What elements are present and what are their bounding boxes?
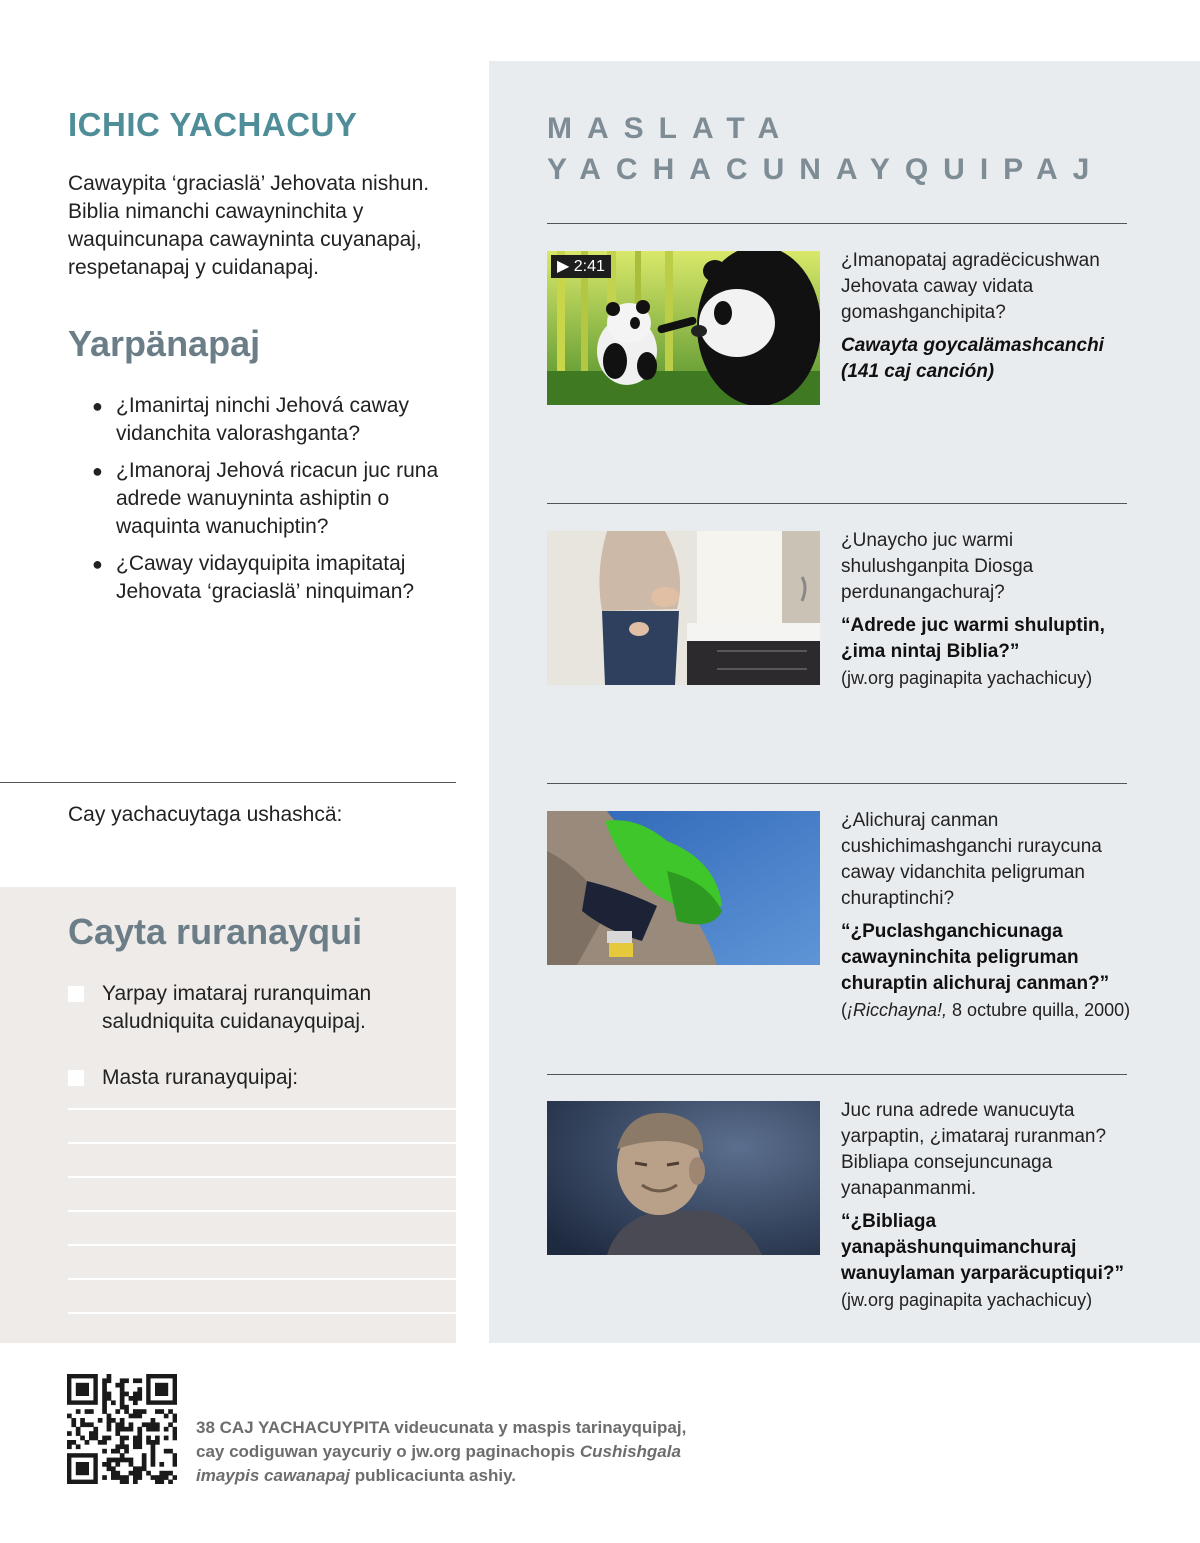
- checkbox[interactable]: [68, 1070, 84, 1086]
- resource-title[interactable]: Cawayta goycalämashcanchi (141 caj canción): [841, 335, 1104, 382]
- writing-line[interactable]: [68, 1108, 456, 1110]
- resource-source: (jw.org paginapita yachachicuy): [841, 668, 1093, 688]
- play-icon: ▶: [557, 258, 570, 275]
- article-thumbnail[interactable]: [547, 531, 820, 685]
- further-study-heading: MASLATA YACHACUNAYQUIPAJ: [547, 112, 1105, 186]
- homework-heading: Cayta ruranayqui: [68, 911, 363, 952]
- checkbox[interactable]: [68, 986, 84, 1002]
- homework-box: [0, 887, 456, 1343]
- homework-item: Yarpay imataraj ruranquiman saludniquita cuidanayquipaj.: [68, 980, 438, 1036]
- divider: [0, 782, 456, 783]
- review-question: ● ¿Imanirtaj ninchi Jehová caway vidanchita valorashganta?: [92, 394, 409, 445]
- review-heading: Yarpänapaj: [68, 323, 261, 364]
- review-question: ● ¿Imanoraj Jehová ricacun juc runa adrede wanuyninta ashiptin o waquinta wanuchiptin?: [92, 459, 439, 538]
- resource-item: [841, 528, 1131, 691]
- homework-item: Masta ruranayquipaj:: [68, 1064, 438, 1092]
- rock-climber-photo: [547, 811, 820, 965]
- resource-title[interactable]: “¿Puclashganchicunaga cawayninchita peligruman churaptin alichuraj canman?”: [841, 921, 1110, 994]
- writing-line[interactable]: [68, 1142, 456, 1144]
- writing-line[interactable]: [68, 1278, 456, 1280]
- divider: [547, 503, 1127, 504]
- pregnant-woman-photo: [547, 531, 820, 685]
- video-duration-badge: ▶ 2:41: [551, 255, 611, 278]
- resource-question: ¿Alichuraj canman cushichimashganchi ruraycuna caway vidanchita peligruman churaptinchi?: [841, 810, 1102, 909]
- divider: [547, 223, 1127, 224]
- resource-question: ¿Imanopataj agradëcicushwan Jehovata caway vidata gomashganchipita?: [841, 250, 1100, 323]
- article-thumbnail[interactable]: [547, 811, 820, 965]
- studied-date-label: Cay yachacuytaga ushashcä:: [68, 803, 343, 826]
- bullet-icon: ●: [92, 554, 103, 574]
- summary-heading: ICHIC YACHACUY: [68, 106, 358, 143]
- article-thumbnail[interactable]: [547, 1101, 820, 1255]
- thoughtful-man-illustration: [547, 1101, 820, 1255]
- resource-title[interactable]: “Adrede juc warmi shuluptin, ¿ima nintaj Biblia?”: [841, 615, 1105, 662]
- writing-line[interactable]: [68, 1210, 456, 1212]
- resource-question: ¿Unaycho juc warmi shulushganpita Diosga perdunangachuraj?: [841, 530, 1034, 603]
- bullet-icon: ●: [92, 461, 103, 481]
- resource-source: (jw.org paginapita yachachicuy): [841, 1290, 1093, 1310]
- review-list: [90, 392, 460, 615]
- resource-item: [841, 1098, 1131, 1313]
- writing-line[interactable]: [68, 1176, 456, 1178]
- summary-text: Cawaypita ‘graciaslä’ Jehovata nishun. Biblia nimanchi cawayninchita y waquincunapa cawayninta cuyanapaj, respetanapaj y cuidanapaj.: [68, 172, 430, 279]
- divider: [547, 783, 1127, 784]
- resource-item: [841, 808, 1131, 1023]
- qr-code[interactable]: [67, 1374, 177, 1484]
- resource-question: Juc runa adrede wanucuyta yarpaptin, ¿imataraj ruranman? Bibliapa consejuncunaga yanapanmanmi.: [841, 1100, 1107, 1199]
- review-question: ● ¿Caway vidayquipita imapitataj Jehovata ‘graciaslä’ ninquiman?: [92, 552, 415, 603]
- writing-line[interactable]: [68, 1244, 456, 1246]
- divider: [547, 1074, 1127, 1075]
- resource-source: (¡Ricchayna!, 8 octubre quilla, 2000): [841, 1000, 1131, 1020]
- video-thumbnail[interactable]: [547, 251, 820, 405]
- resource-item: [841, 248, 1131, 385]
- footer-note: 38 CAJ YACHACUYPITA videucunata y maspis tarinayquipaj, cay codiguwan yaycuriy o jw.org paginachopis Cushishgala imaypis cawanapaj publicaciunta ashiy.: [196, 1418, 687, 1485]
- writing-line[interactable]: [68, 1312, 456, 1314]
- bullet-icon: ●: [92, 396, 103, 416]
- resource-title[interactable]: “¿Bibliaga yanapäshunquimanchuraj wanuylaman yarparäcuptiqui?”: [841, 1211, 1124, 1284]
